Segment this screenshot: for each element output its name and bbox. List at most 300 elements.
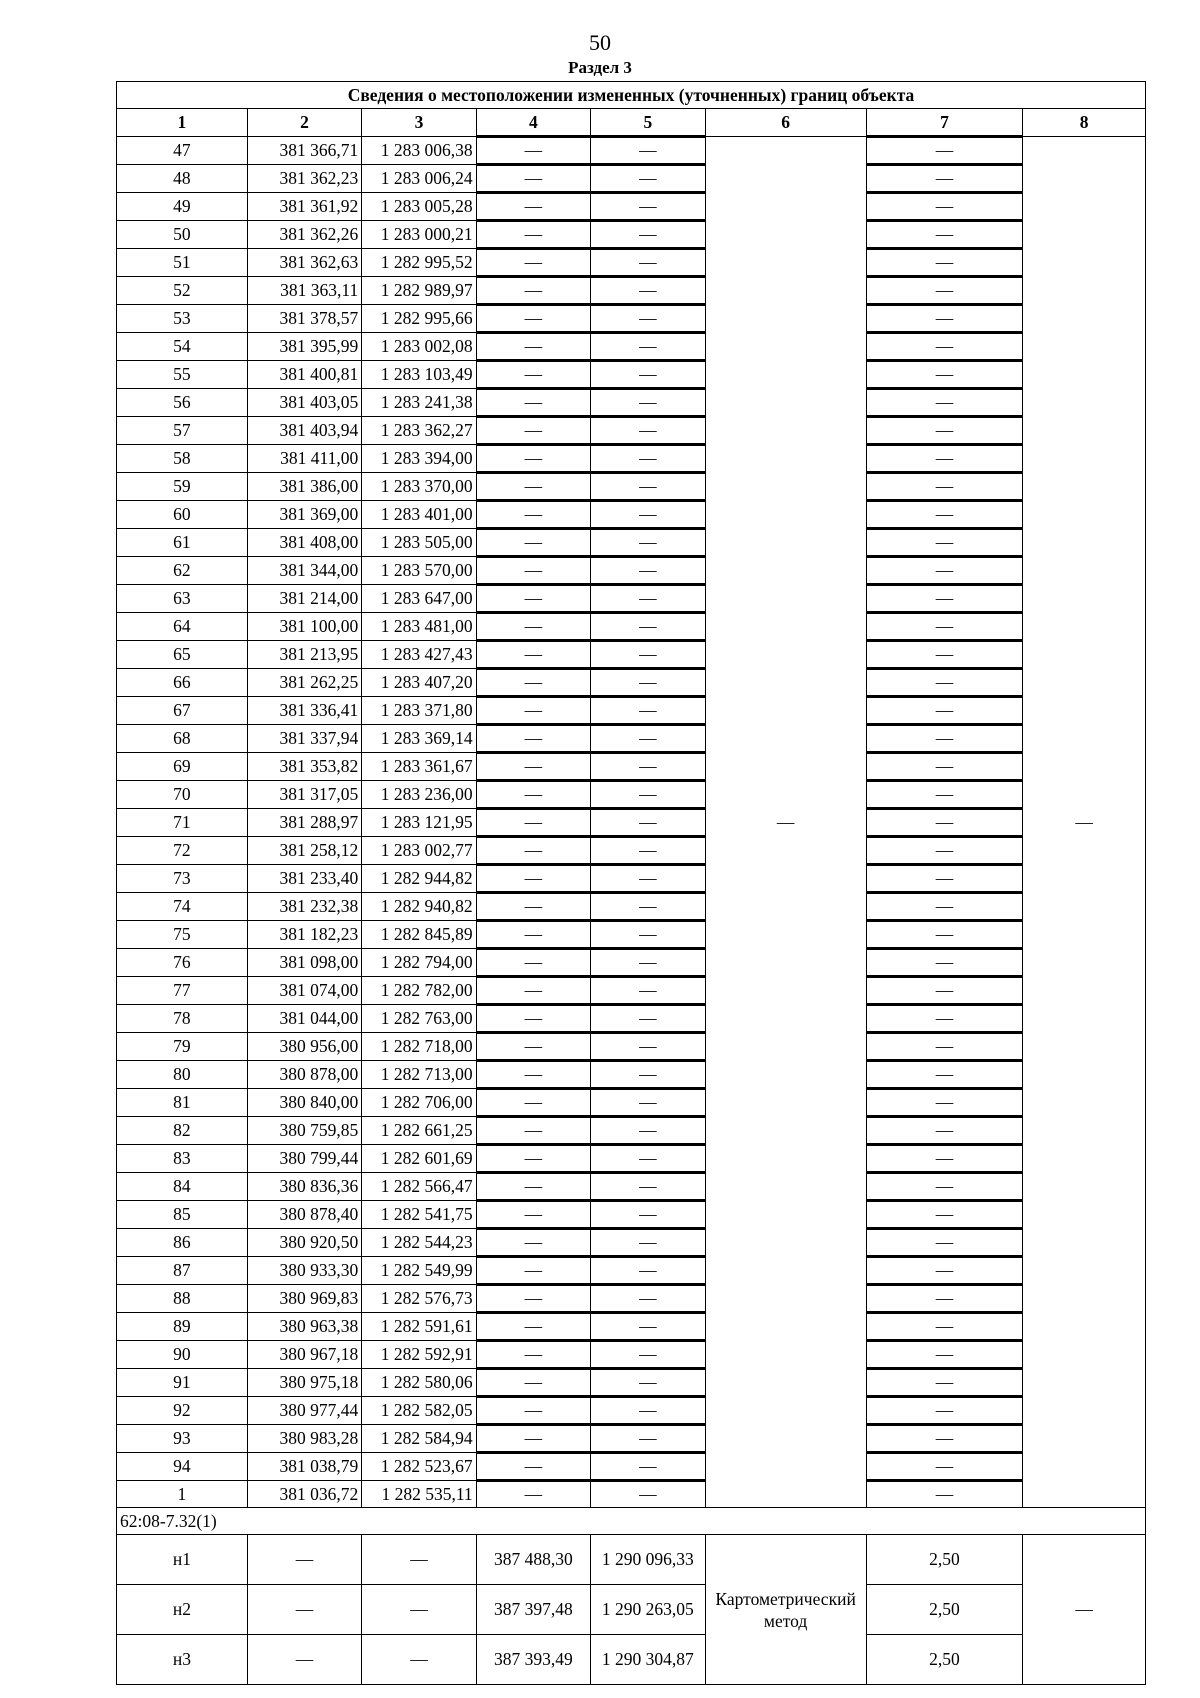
accuracy: — [866, 1341, 1022, 1369]
coord-y: 1 282 995,66 [362, 305, 476, 333]
coord-y: 1 282 718,00 [362, 1033, 476, 1061]
new-coord-x: — [476, 921, 590, 949]
new-coord-y: — [591, 781, 705, 809]
coord-y: 1 282 544,23 [362, 1229, 476, 1257]
new-coord-x: — [476, 473, 590, 501]
new-coord-x: — [476, 305, 590, 333]
coord-y: 1 283 005,28 [362, 193, 476, 221]
new-coord-y: — [591, 1481, 705, 1508]
new-coord-y: — [591, 333, 705, 361]
point-id: 54 [117, 333, 248, 361]
accuracy: — [866, 137, 1022, 165]
new-coord-y: — [591, 1229, 705, 1257]
table-row [117, 1005, 1146, 1033]
coord-x: 381 262,25 [247, 669, 361, 697]
table-row [117, 921, 1146, 949]
coord-x: 381 363,11 [247, 277, 361, 305]
new-coord-y: — [591, 1257, 705, 1285]
coord-x: 380 920,50 [247, 1229, 361, 1257]
coord-y: 1 282 592,91 [362, 1341, 476, 1369]
point-id: 69 [117, 753, 248, 781]
new-coord-y: — [591, 221, 705, 249]
coord-y: 1 282 794,00 [362, 949, 476, 977]
new-coord-y: — [591, 613, 705, 641]
new-coord-y: — [591, 1117, 705, 1145]
new-coord-x: — [476, 1089, 590, 1117]
new-coord-y: — [591, 277, 705, 305]
accuracy: — [866, 1453, 1022, 1481]
accuracy: — [866, 1089, 1022, 1117]
column-header: 8 [1023, 109, 1146, 137]
coord-x: 380 799,44 [247, 1145, 361, 1173]
new-coord-x: — [476, 949, 590, 977]
coord-y: 1 282 582,05 [362, 1397, 476, 1425]
new-coord-y: 1 290 263,05 [591, 1585, 705, 1635]
accuracy: — [866, 1425, 1022, 1453]
accuracy: — [866, 893, 1022, 921]
table-row [117, 865, 1146, 893]
table-row [117, 1089, 1146, 1117]
table-row [117, 809, 1146, 837]
accuracy: 2,50 [866, 1635, 1022, 1685]
coord-y: 1 283 647,00 [362, 585, 476, 613]
point-id: 48 [117, 165, 248, 193]
coord-y: 1 282 989,97 [362, 277, 476, 305]
new-coord-x: — [476, 193, 590, 221]
coord-y: 1 282 523,67 [362, 1453, 476, 1481]
new-coord-y: — [591, 1201, 705, 1229]
new-coord-x: — [476, 557, 590, 585]
new-coord-y: — [591, 1285, 705, 1313]
column-header: 5 [591, 109, 705, 137]
coord-y: 1 283 394,00 [362, 445, 476, 473]
new-coord-x: — [476, 1481, 590, 1508]
new-coord-x: — [476, 1173, 590, 1201]
new-coord-y: — [591, 1313, 705, 1341]
coord-x: 381 336,41 [247, 697, 361, 725]
coord-x: 380 840,00 [247, 1089, 361, 1117]
table-row [117, 165, 1146, 193]
table-row [117, 837, 1146, 865]
coord-y: 1 282 782,00 [362, 977, 476, 1005]
table-row [117, 669, 1146, 697]
new-coord-y: — [591, 1369, 705, 1397]
accuracy: — [866, 1257, 1022, 1285]
coord-y: 1 282 591,61 [362, 1313, 476, 1341]
new-coord-x: — [476, 1285, 590, 1313]
new-coord-x: — [476, 837, 590, 865]
column-header: 6 [705, 109, 866, 137]
point-id: 80 [117, 1061, 248, 1089]
point-id: 78 [117, 1005, 248, 1033]
coord-x: 381 403,05 [247, 389, 361, 417]
point-id: 57 [117, 417, 248, 445]
new-coord-x: — [476, 809, 590, 837]
new-coord-y: — [591, 1089, 705, 1117]
point-id: 84 [117, 1173, 248, 1201]
table-row [117, 417, 1146, 445]
new-coord-x: — [476, 1425, 590, 1453]
table-row [117, 1061, 1146, 1089]
coord-x: 380 967,18 [247, 1341, 361, 1369]
new-coord-x: — [476, 333, 590, 361]
table-caption: Сведения о местоположении измененных (уточненных) границ объекта [117, 82, 1146, 109]
coord-x: 380 759,85 [247, 1117, 361, 1145]
table-row [117, 1397, 1146, 1425]
coord-y: — [362, 1635, 476, 1685]
accuracy: — [866, 613, 1022, 641]
accuracy: 2,50 [866, 1535, 1022, 1585]
new-coord-x: — [476, 1061, 590, 1089]
new-coord-y: — [591, 529, 705, 557]
column-header: 1 [117, 109, 248, 137]
point-id: 86 [117, 1229, 248, 1257]
table-row [117, 1285, 1146, 1313]
coord-y: 1 282 576,73 [362, 1285, 476, 1313]
new-coord-y: — [591, 193, 705, 221]
new-coord-x: — [476, 1313, 590, 1341]
coord-x: 381 214,00 [247, 585, 361, 613]
accuracy: — [866, 221, 1022, 249]
coord-y: 1 283 241,38 [362, 389, 476, 417]
new-coord-y: — [591, 305, 705, 333]
accuracy: — [866, 1229, 1022, 1257]
coord-y: 1 282 580,06 [362, 1369, 476, 1397]
coord-y: 1 282 944,82 [362, 865, 476, 893]
coord-y: — [362, 1585, 476, 1635]
column-header-row [117, 109, 1146, 137]
coord-x: 381 403,94 [247, 417, 361, 445]
new-coord-x: — [476, 1117, 590, 1145]
accuracy: — [866, 445, 1022, 473]
coord-y: 1 282 845,89 [362, 921, 476, 949]
point-id: 91 [117, 1369, 248, 1397]
table-row [117, 1635, 1146, 1685]
point-id: 51 [117, 249, 248, 277]
new-coord-y: — [591, 1425, 705, 1453]
coord-x: 381 038,79 [247, 1453, 361, 1481]
table-row [117, 1369, 1146, 1397]
new-coord-y: — [591, 921, 705, 949]
new-coord-x: 387 397,48 [476, 1585, 590, 1635]
point-id: 85 [117, 1201, 248, 1229]
new-coord-x: — [476, 1005, 590, 1033]
subsection-label: 62:08-7.32(1) [117, 1508, 1146, 1535]
coord-y: 1 283 000,21 [362, 221, 476, 249]
coord-x: 381 353,82 [247, 753, 361, 781]
new-coord-x: — [476, 1229, 590, 1257]
description-cell: — [1023, 1535, 1146, 1685]
point-id: 62 [117, 557, 248, 585]
new-coord-y: — [591, 949, 705, 977]
new-coord-x: — [476, 137, 590, 165]
point-id: 75 [117, 921, 248, 949]
new-coord-y: — [591, 697, 705, 725]
new-coord-y: — [591, 557, 705, 585]
accuracy: — [866, 501, 1022, 529]
point-id: 61 [117, 529, 248, 557]
accuracy: — [866, 305, 1022, 333]
new-coord-y: — [591, 501, 705, 529]
coord-x: 380 975,18 [247, 1369, 361, 1397]
point-id: 63 [117, 585, 248, 613]
table-row [117, 473, 1146, 501]
table-row [117, 137, 1146, 165]
accuracy: — [866, 473, 1022, 501]
coord-y: 1 282 713,00 [362, 1061, 476, 1089]
coord-y: 1 282 995,52 [362, 249, 476, 277]
point-id: 60 [117, 501, 248, 529]
coord-x: 381 317,05 [247, 781, 361, 809]
accuracy: — [866, 585, 1022, 613]
coord-y: 1 282 566,47 [362, 1173, 476, 1201]
point-id: н3 [117, 1635, 248, 1685]
accuracy: — [866, 1369, 1022, 1397]
coord-y: 1 283 401,00 [362, 501, 476, 529]
coord-x: 381 044,00 [247, 1005, 361, 1033]
new-coord-y: — [591, 445, 705, 473]
coord-x: 381 100,00 [247, 613, 361, 641]
point-id: 93 [117, 1425, 248, 1453]
coord-y: 1 283 361,67 [362, 753, 476, 781]
coord-x: 380 969,83 [247, 1285, 361, 1313]
coord-y: 1 282 535,11 [362, 1481, 476, 1508]
point-id: 53 [117, 305, 248, 333]
table-row [117, 1257, 1146, 1285]
new-coord-y: — [591, 1005, 705, 1033]
new-coord-x: — [476, 697, 590, 725]
new-coord-x: — [476, 613, 590, 641]
coord-x: — [247, 1535, 361, 1585]
coord-x: 380 963,38 [247, 1313, 361, 1341]
table-row [117, 333, 1146, 361]
coord-x: 381 408,00 [247, 529, 361, 557]
coord-y: 1 283 371,80 [362, 697, 476, 725]
new-coord-x: — [476, 1369, 590, 1397]
point-id: 55 [117, 361, 248, 389]
coord-y: 1 282 541,75 [362, 1201, 476, 1229]
new-coord-x: — [476, 753, 590, 781]
accuracy: — [866, 725, 1022, 753]
point-id: 82 [117, 1117, 248, 1145]
table-row [117, 613, 1146, 641]
point-id: 64 [117, 613, 248, 641]
new-coord-y: — [591, 641, 705, 669]
table-row [117, 641, 1146, 669]
table-row [117, 697, 1146, 725]
coord-x: 381 366,71 [247, 137, 361, 165]
table-row [117, 585, 1146, 613]
table-row [117, 1033, 1146, 1061]
accuracy: — [866, 1005, 1022, 1033]
point-id: 83 [117, 1145, 248, 1173]
accuracy: — [866, 361, 1022, 389]
coord-x: 380 933,30 [247, 1257, 361, 1285]
accuracy: — [866, 1313, 1022, 1341]
new-coord-y: — [591, 893, 705, 921]
accuracy: — [866, 837, 1022, 865]
coord-y: 1 282 601,69 [362, 1145, 476, 1173]
coord-y: 1 283 370,00 [362, 473, 476, 501]
point-id: 59 [117, 473, 248, 501]
new-coord-y: — [591, 977, 705, 1005]
accuracy: — [866, 669, 1022, 697]
accuracy: — [866, 1285, 1022, 1313]
new-coord-x: — [476, 529, 590, 557]
table-row [117, 501, 1146, 529]
new-coord-x: — [476, 1397, 590, 1425]
accuracy: — [866, 977, 1022, 1005]
new-coord-y: — [591, 1173, 705, 1201]
point-id: 49 [117, 193, 248, 221]
point-id: 94 [117, 1453, 248, 1481]
coord-x: 381 344,00 [247, 557, 361, 585]
coord-y: 1 283 103,49 [362, 361, 476, 389]
new-coord-x: — [476, 1201, 590, 1229]
point-id: 88 [117, 1285, 248, 1313]
column-header: 4 [476, 109, 590, 137]
table-row [117, 1229, 1146, 1257]
new-coord-x: — [476, 1341, 590, 1369]
new-coord-x: 387 488,30 [476, 1535, 590, 1585]
table-caption-row [117, 82, 1146, 109]
new-coord-y: — [591, 809, 705, 837]
new-coord-x: — [476, 361, 590, 389]
new-coord-x: — [476, 893, 590, 921]
point-id: 1 [117, 1481, 248, 1508]
new-coord-y: — [591, 1397, 705, 1425]
table-row [117, 1585, 1146, 1635]
new-coord-x: — [476, 1033, 590, 1061]
page-number: 50 [589, 30, 611, 55]
coord-y: 1 283 505,00 [362, 529, 476, 557]
coord-x: 381 369,00 [247, 501, 361, 529]
point-id: 65 [117, 641, 248, 669]
coord-x: 381 361,92 [247, 193, 361, 221]
column-header: 7 [866, 109, 1022, 137]
new-coord-y: — [591, 165, 705, 193]
new-coord-y: — [591, 473, 705, 501]
coord-x: — [247, 1635, 361, 1685]
table-row [117, 557, 1146, 585]
point-id: 52 [117, 277, 248, 305]
accuracy: — [866, 333, 1022, 361]
accuracy: — [866, 1061, 1022, 1089]
point-id: 92 [117, 1397, 248, 1425]
new-coord-x: — [476, 417, 590, 445]
point-id: 90 [117, 1341, 248, 1369]
point-id: 87 [117, 1257, 248, 1285]
point-id: 70 [117, 781, 248, 809]
accuracy: — [866, 1481, 1022, 1508]
accuracy: — [866, 1117, 1022, 1145]
new-coord-x: — [476, 165, 590, 193]
section-title: Раздел 3 [568, 58, 632, 77]
coord-y: — [362, 1535, 476, 1585]
new-coord-x: — [476, 1145, 590, 1173]
table-row [117, 1535, 1146, 1585]
new-coord-x: — [476, 585, 590, 613]
point-id: 76 [117, 949, 248, 977]
point-id: 79 [117, 1033, 248, 1061]
boundary-table [116, 81, 1146, 1685]
table-row [117, 1145, 1146, 1173]
point-id: 58 [117, 445, 248, 473]
new-coord-x: — [476, 389, 590, 417]
point-id: 47 [117, 137, 248, 165]
accuracy: — [866, 753, 1022, 781]
accuracy: — [866, 389, 1022, 417]
point-id: 77 [117, 977, 248, 1005]
coord-x: 381 213,95 [247, 641, 361, 669]
table-row [117, 277, 1146, 305]
coord-x: 381 288,97 [247, 809, 361, 837]
coord-x: 381 337,94 [247, 725, 361, 753]
coord-y: 1 283 481,00 [362, 613, 476, 641]
table-row [117, 1425, 1146, 1453]
coord-x: 381 098,00 [247, 949, 361, 977]
coord-x: 381 074,00 [247, 977, 361, 1005]
table-row [117, 193, 1146, 221]
accuracy: — [866, 865, 1022, 893]
coord-y: 1 283 570,00 [362, 557, 476, 585]
coord-x: 381 378,57 [247, 305, 361, 333]
point-id: 71 [117, 809, 248, 837]
coord-x: 381 411,00 [247, 445, 361, 473]
new-coord-x: — [476, 249, 590, 277]
new-coord-y: — [591, 417, 705, 445]
coord-x: 381 258,12 [247, 837, 361, 865]
table-row [117, 753, 1146, 781]
coord-y: 1 282 584,94 [362, 1425, 476, 1453]
coord-x: 380 983,28 [247, 1425, 361, 1453]
new-coord-y: — [591, 1033, 705, 1061]
method-cell: Картометрический метод [705, 1535, 866, 1685]
accuracy: — [866, 1173, 1022, 1201]
new-coord-x: — [476, 221, 590, 249]
coord-y: 1 282 706,00 [362, 1089, 476, 1117]
coord-x: 381 232,38 [247, 893, 361, 921]
column-header: 2 [247, 109, 361, 137]
table-row [117, 305, 1146, 333]
point-id: 67 [117, 697, 248, 725]
new-coord-x: — [476, 1257, 590, 1285]
point-id: 89 [117, 1313, 248, 1341]
coord-x: — [247, 1585, 361, 1635]
coord-y: 1 283 002,08 [362, 333, 476, 361]
subsection-row [117, 1508, 1146, 1535]
coord-x: 381 362,26 [247, 221, 361, 249]
table-row [117, 1481, 1146, 1508]
point-id: 73 [117, 865, 248, 893]
new-coord-y: — [591, 753, 705, 781]
new-coord-y: — [591, 361, 705, 389]
table-row [117, 445, 1146, 473]
accuracy: — [866, 1145, 1022, 1173]
coord-y: 1 283 236,00 [362, 781, 476, 809]
table-row [117, 1341, 1146, 1369]
point-id: 50 [117, 221, 248, 249]
new-coord-y: — [591, 585, 705, 613]
new-coord-y: — [591, 669, 705, 697]
new-coord-x: — [476, 501, 590, 529]
point-id: 56 [117, 389, 248, 417]
accuracy: — [866, 949, 1022, 977]
new-coord-y: — [591, 1341, 705, 1369]
table-row [117, 361, 1146, 389]
table-row [117, 249, 1146, 277]
new-coord-x: — [476, 669, 590, 697]
